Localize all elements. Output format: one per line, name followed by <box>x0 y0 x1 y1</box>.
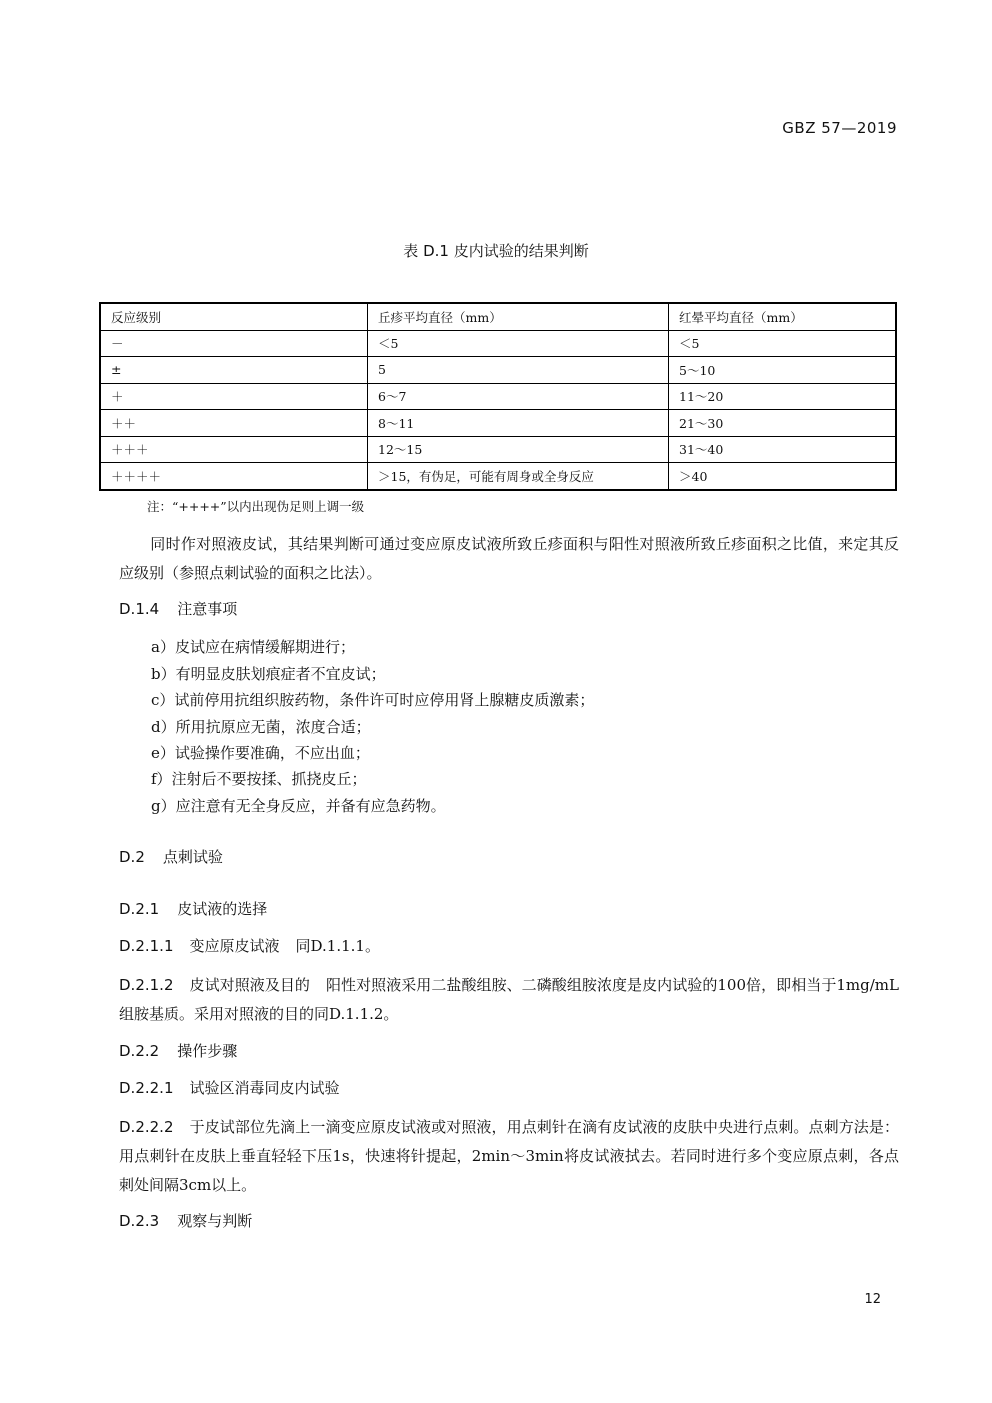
table-row <box>100 383 896 410</box>
table-cell: 6～7 <box>368 383 669 410</box>
document-code: GBZ 57—2019 <box>782 119 897 137</box>
heading-title: 观察与判断 <box>177 1212 253 1230</box>
heading-title: 注意事项 <box>177 600 238 618</box>
table-header-cell: 丘疹平均直径（mm） <box>368 303 669 330</box>
heading-number: D.2.2 <box>119 1042 160 1060</box>
clause-number: D.2.2.1 <box>119 1079 174 1097</box>
list-item: b）有明显皮肤划痕症者不宜皮试； <box>151 665 386 683</box>
table-cell: ＋＋＋ <box>100 436 368 463</box>
heading-number: D.2 <box>119 848 145 866</box>
list-item: d）所用抗原应无菌，浓度合适； <box>151 718 371 736</box>
table-cell: ＞40 <box>669 463 897 490</box>
table-cell: ＜5 <box>368 330 669 357</box>
clause-number: D.2.2.2 <box>119 1118 174 1136</box>
page-number: 12 <box>864 1292 881 1307</box>
list-item: a）皮试应在病情缓解期进行； <box>151 638 355 656</box>
clause-topic: 皮试对照液及目的 <box>189 976 310 994</box>
table-cell: 21～30 <box>669 410 897 437</box>
table-cell: ＜5 <box>669 330 897 357</box>
heading-d21 <box>119 898 267 919</box>
table-cell: 11～20 <box>669 383 897 410</box>
table-cell: ± <box>100 357 368 384</box>
table-header-cell: 红晕平均直径（mm） <box>669 303 897 330</box>
table-cell: 31～40 <box>669 436 897 463</box>
clause-text: 试验区消毒同皮内试验 <box>189 1079 340 1097</box>
heading-title: 皮试液的选择 <box>177 900 268 918</box>
heading-number: D.2.1 <box>119 900 160 918</box>
heading-d14 <box>119 598 237 619</box>
table-header-row <box>100 303 896 330</box>
table-cell: ＋ <box>100 383 368 410</box>
table-cell: 5～10 <box>669 357 897 384</box>
table-cell: 5 <box>368 357 669 384</box>
table-row <box>100 436 896 463</box>
heading-number: D.1.4 <box>119 600 160 618</box>
paragraph-text: 同时作对照液皮试，其结果判断可通过变应原皮试液所致丘疹面积与阳性对照液所致丘疹面积之比值，来定其反应级别（参照点刺试验的面积之比法）。 <box>119 535 899 582</box>
table-row <box>100 357 896 384</box>
clause-d211 <box>119 932 899 961</box>
table-cell: 8～11 <box>368 410 669 437</box>
heading-number: D.2.3 <box>119 1212 160 1230</box>
list-item: c）试前停用抗组织胺药物，条件许可时应停用肾上腺糖皮质激素； <box>151 691 595 709</box>
clause-d222 <box>119 1113 899 1200</box>
clause-topic: 变应原皮试液 <box>189 937 280 955</box>
paragraph-comparison <box>119 530 899 588</box>
table-cell: 12～15 <box>368 436 669 463</box>
clause-text: 同D.1.1.1。 <box>295 937 380 955</box>
table-note: 注：“++++”以内出现伪足则上调一级 <box>147 499 365 514</box>
clause-text: 于皮试部位先滴上一滴变应原皮试液或对照液，用点刺针在滴有皮试液的皮肤中央进行点刺。点刺方法是：用点刺针在皮肤上垂直轻轻下压1s，快速将针提起，2min～3min将皮试液拭去。若同时进行多个变应原点刺，各点刺处间隔3cm以上。 <box>119 1118 899 1194</box>
table-row <box>100 330 896 357</box>
list-item: e）试验操作要准确，不应出血； <box>151 744 370 762</box>
list-item: f）注射后不要按揉、抓挠皮丘； <box>151 770 367 788</box>
heading-title: 点刺试验 <box>162 848 223 866</box>
table-cell: ＞15，有伪足，可能有周身或全身反应 <box>368 463 669 490</box>
result-table <box>99 302 897 491</box>
clause-number: D.2.1.2 <box>119 976 174 994</box>
table-header-cell: 反应级别 <box>100 303 368 330</box>
list-item: g）应注意有无全身反应，并备有应急药物。 <box>151 797 446 815</box>
table-cell: ＋＋＋＋ <box>100 463 368 490</box>
clause-text: 阳性对照液采用二盐酸组胺、二磷酸组胺浓度是皮内试验的100倍，即相当于1mg/mL组胺基质。采用对照液的目的同D.1.1.2。 <box>119 976 899 1023</box>
heading-d2 <box>119 846 223 867</box>
clause-d221 <box>119 1074 899 1103</box>
table-row <box>100 463 896 490</box>
table-title: 表 D.1 皮内试验的结果判断 <box>403 242 589 260</box>
clause-d212 <box>119 971 899 1029</box>
table-cell: ＋＋ <box>100 410 368 437</box>
table-row <box>100 410 896 437</box>
heading-d22 <box>119 1040 237 1061</box>
table-cell: － <box>100 330 368 357</box>
clause-number: D.2.1.1 <box>119 937 174 955</box>
heading-title: 操作步骤 <box>177 1042 238 1060</box>
heading-d23 <box>119 1210 252 1231</box>
